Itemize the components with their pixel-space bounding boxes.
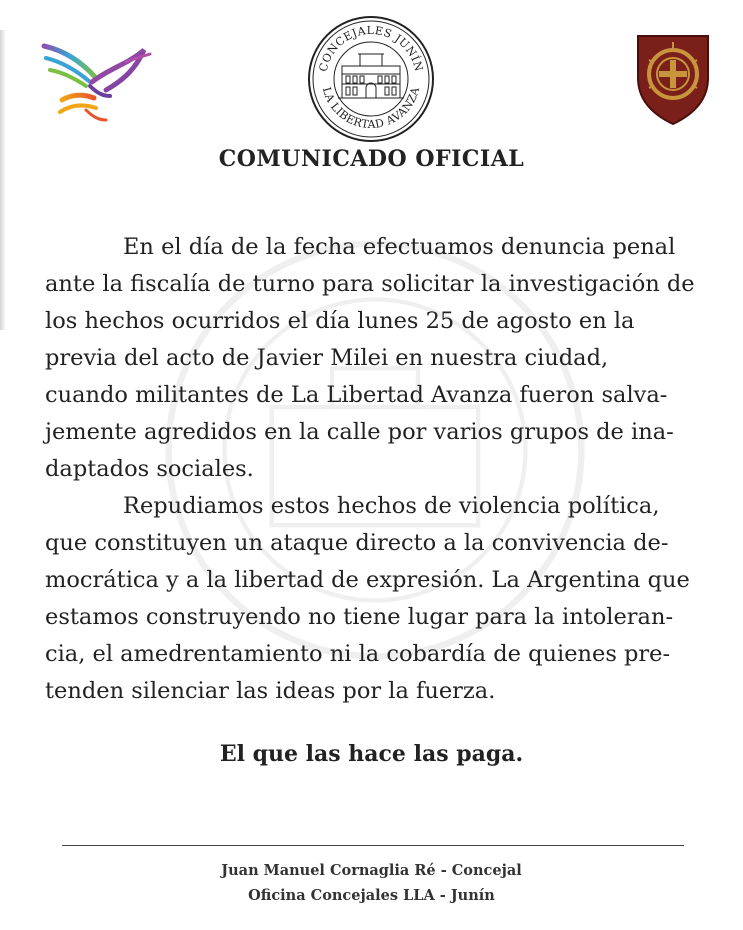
body-paragraph-2 — [45, 488, 705, 710]
body-line: mocrática y a la libertad de expresión. La Argentina que — [45, 567, 690, 593]
body-line: cuando militantes de La Libertad Avanza fueron salva- — [45, 382, 668, 408]
body-line: previa del acto de Javier Milei en nuestra ciudad, — [45, 345, 609, 371]
document-title: COMUNICADO OFICIAL — [218, 146, 525, 172]
body-line: daptados sociales. — [45, 456, 254, 482]
body-line: tenden silenciar las ideas por la fuerza. — [45, 678, 496, 704]
closing-statement: El que las hace las paga. — [219, 741, 524, 767]
body-line: En el día de la fecha efectuamos denuncia penal — [123, 234, 676, 260]
body-line: que constituyen un ataque directo a la convivencia de- — [45, 530, 669, 556]
body-line: ante la fiscalía de turno para solicitar la investigación de — [45, 271, 695, 297]
body-line: Repudiamos estos hechos de violencia política, — [123, 493, 660, 519]
body-paragraph-1 — [45, 229, 705, 488]
town-hall-seal-icon — [306, 14, 436, 144]
body-line: los hechos ocurridos el día lunes 25 de agosto en la — [45, 308, 635, 334]
body-line: estamos construyendo no tiene lugar para la intoleran- — [45, 604, 674, 630]
signature-divider — [62, 845, 684, 846]
bird-logo-icon — [40, 38, 152, 126]
signature-name: Juan Manuel Cornaglia Ré - Concejal — [221, 862, 522, 879]
seal-text-top: CONCEJALES JUNÍN — [316, 23, 426, 74]
body-line: jemente agredidos en la calle por varios grupos de ina- — [45, 419, 674, 445]
communique-body — [45, 229, 705, 710]
seal-text-bottom: LA LIBERTAD AVANZA — [319, 85, 423, 132]
body-line: cia, el amedrentamiento ni la cobardía de quienes pre- — [45, 641, 671, 667]
page-edge-shadow — [0, 30, 6, 330]
signature-office: Oficina Concejales LLA - Junín — [248, 887, 495, 904]
shield-emblem-icon — [634, 30, 712, 126]
